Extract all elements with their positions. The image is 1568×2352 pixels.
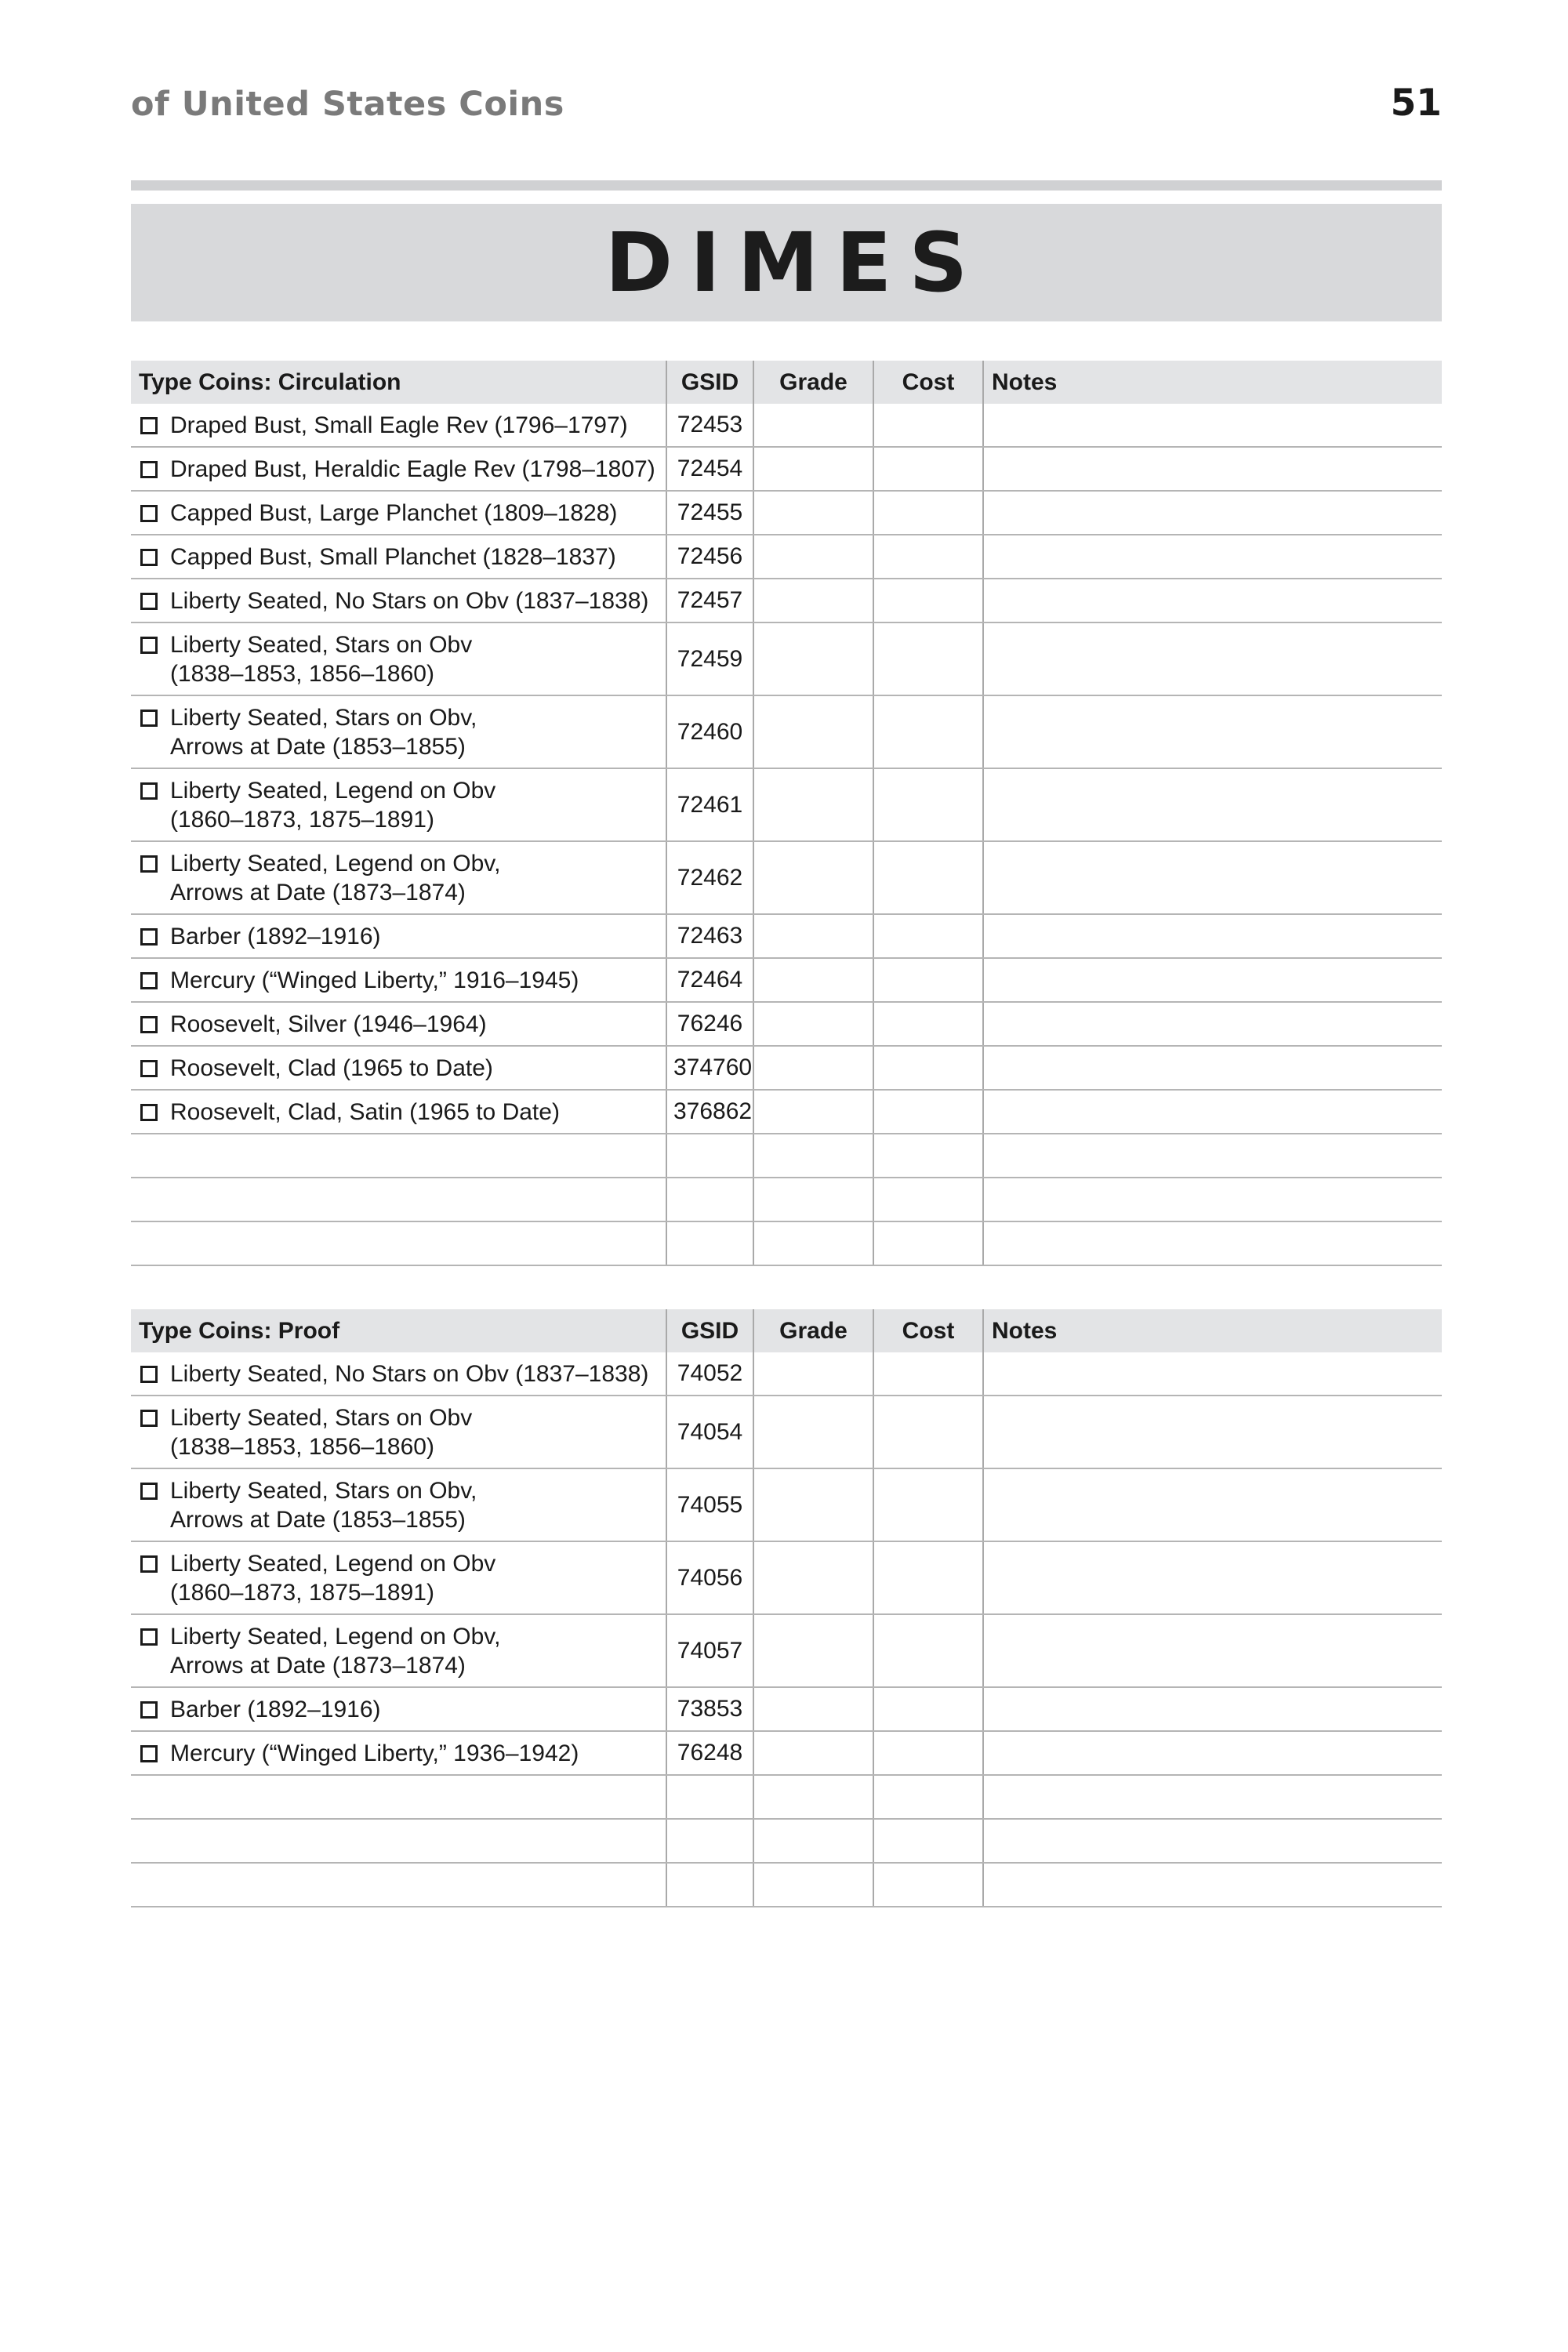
coin-item bbox=[137, 1549, 659, 1607]
grade-column-header: Grade bbox=[753, 1309, 873, 1352]
cost-cell[interactable] bbox=[873, 579, 983, 622]
grade-cell[interactable] bbox=[753, 1352, 873, 1396]
coin-type-line: Draped Bust, Small Eagle Rev (1796–1797) bbox=[170, 412, 628, 438]
gsid-cell[interactable] bbox=[666, 1819, 753, 1863]
checkbox[interactable] bbox=[140, 972, 158, 989]
coin-type-line: Mercury (“Winged Liberty,” 1936–1942) bbox=[170, 1740, 579, 1766]
coin-type-line: Liberty Seated, Stars on Obv, bbox=[170, 704, 477, 731]
coin-type-line: Arrows at Date (1853–1855) bbox=[170, 1506, 466, 1533]
running-head: of United States Coins bbox=[131, 85, 564, 124]
header-rule bbox=[131, 180, 1442, 191]
cost-cell[interactable] bbox=[873, 1731, 983, 1775]
coin-type-label bbox=[170, 1695, 381, 1724]
checkbox[interactable] bbox=[140, 710, 158, 727]
coin-item bbox=[137, 703, 659, 761]
section-title: DIMES bbox=[604, 215, 985, 310]
coin-item bbox=[137, 499, 659, 528]
grade-cell[interactable] bbox=[753, 404, 873, 447]
coin-item bbox=[137, 411, 659, 440]
coin-type-line: Liberty Seated, Stars on Obv bbox=[170, 1404, 473, 1431]
coin-type-line: Barber (1892–1916) bbox=[170, 923, 381, 949]
grade-cell[interactable] bbox=[753, 1541, 873, 1614]
gsid-cell: 376862 bbox=[666, 1090, 753, 1134]
checkbox[interactable] bbox=[140, 855, 158, 873]
notes-cell[interactable] bbox=[983, 404, 1442, 447]
coin-type-label bbox=[170, 1010, 487, 1039]
coin-type-line: Liberty Seated, Legend on Obv bbox=[170, 1550, 496, 1577]
grade-cell[interactable] bbox=[753, 1134, 873, 1178]
gsid-cell: 72463 bbox=[666, 914, 753, 958]
checkbox[interactable] bbox=[140, 549, 158, 566]
notes-cell[interactable] bbox=[983, 841, 1442, 914]
cost-cell[interactable] bbox=[873, 1134, 983, 1178]
notes-column-header: Notes bbox=[983, 1309, 1442, 1352]
gsid-cell: 74055 bbox=[666, 1468, 753, 1541]
checkbox[interactable] bbox=[140, 1555, 158, 1573]
grade-cell[interactable] bbox=[753, 1775, 873, 1819]
notes-cell[interactable] bbox=[983, 1134, 1442, 1178]
notes-cell[interactable] bbox=[983, 491, 1442, 535]
table-row bbox=[131, 1687, 1442, 1731]
gsid-cell: 74052 bbox=[666, 1352, 753, 1396]
coin-type-line: Roosevelt, Clad (1965 to Date) bbox=[170, 1054, 493, 1081]
coin-type-cell[interactable] bbox=[131, 1775, 666, 1819]
notes-cell[interactable] bbox=[983, 768, 1442, 841]
cost-cell[interactable] bbox=[873, 1468, 983, 1541]
coin-type-line: Arrows at Date (1873–1874) bbox=[170, 879, 466, 906]
notes-cell[interactable] bbox=[983, 914, 1442, 958]
coin-type-label bbox=[170, 966, 579, 995]
coin-type-line: Arrows at Date (1873–1874) bbox=[170, 1652, 466, 1679]
cost-cell[interactable] bbox=[873, 695, 983, 768]
cost-cell[interactable] bbox=[873, 622, 983, 695]
gsid-cell: 72462 bbox=[666, 841, 753, 914]
grade-cell[interactable] bbox=[753, 447, 873, 491]
grade-cell[interactable] bbox=[753, 1002, 873, 1046]
grade-cell[interactable] bbox=[753, 491, 873, 535]
grade-column-header: Grade bbox=[753, 361, 873, 404]
gsid-cell: 72461 bbox=[666, 768, 753, 841]
coin-type-label bbox=[170, 776, 495, 834]
checkbox[interactable] bbox=[140, 1410, 158, 1427]
checkbox[interactable] bbox=[140, 417, 158, 434]
coin-type-cell bbox=[131, 491, 666, 535]
checkbox[interactable] bbox=[140, 1060, 158, 1077]
coin-type-cell[interactable] bbox=[131, 1819, 666, 1863]
coin-type-cell bbox=[131, 535, 666, 579]
gsid-cell[interactable] bbox=[666, 1863, 753, 1907]
coin-type-cell[interactable] bbox=[131, 1134, 666, 1178]
notes-cell[interactable] bbox=[983, 1178, 1442, 1221]
coin-type-cell bbox=[131, 1352, 666, 1396]
table-row bbox=[131, 841, 1442, 914]
checkbox[interactable] bbox=[140, 1104, 158, 1121]
checkbox[interactable] bbox=[140, 461, 158, 478]
coin-item bbox=[137, 966, 659, 995]
coin-type-cell[interactable] bbox=[131, 1178, 666, 1221]
grade-cell[interactable] bbox=[753, 1468, 873, 1541]
checkbox[interactable] bbox=[140, 1701, 158, 1719]
coin-item bbox=[137, 630, 659, 688]
coin-type-line: Draped Bust, Heraldic Eagle Rev (1798–1807) bbox=[170, 456, 655, 482]
grade-cell[interactable] bbox=[753, 1221, 873, 1265]
coin-type-cell bbox=[131, 841, 666, 914]
notes-cell[interactable] bbox=[983, 1731, 1442, 1775]
table-header-row bbox=[131, 1309, 1442, 1352]
table-row bbox=[131, 1002, 1442, 1046]
cost-cell[interactable] bbox=[873, 1819, 983, 1863]
table-header-row bbox=[131, 361, 1442, 404]
grade-cell[interactable] bbox=[753, 1396, 873, 1468]
coin-item bbox=[137, 543, 659, 572]
coin-type-label bbox=[170, 1359, 648, 1388]
coin-item bbox=[137, 922, 659, 951]
cost-column-header: Cost bbox=[873, 1309, 983, 1352]
coin-type-line: Roosevelt, Silver (1946–1964) bbox=[170, 1011, 487, 1037]
table-row bbox=[131, 1541, 1442, 1614]
notes-cell[interactable] bbox=[983, 447, 1442, 491]
gsid-cell: 72457 bbox=[666, 579, 753, 622]
coin-type-label bbox=[170, 1098, 560, 1127]
grade-cell[interactable] bbox=[753, 1731, 873, 1775]
type-column-header: Type Coins: Circulation bbox=[131, 361, 666, 404]
coin-type-label bbox=[170, 1739, 579, 1768]
cost-cell[interactable] bbox=[873, 1863, 983, 1907]
coin-item bbox=[137, 1098, 659, 1127]
coin-type-line: Mercury (“Winged Liberty,” 1916–1945) bbox=[170, 967, 579, 993]
table-row bbox=[131, 1352, 1442, 1396]
coin-type-line: Liberty Seated, No Stars on Obv (1837–1838) bbox=[170, 1360, 649, 1387]
coin-type-cell bbox=[131, 1002, 666, 1046]
grade-cell[interactable] bbox=[753, 1614, 873, 1687]
coin-type-label bbox=[170, 1403, 472, 1461]
notes-cell[interactable] bbox=[983, 1221, 1442, 1265]
table-row bbox=[131, 695, 1442, 768]
coin-type-cell bbox=[131, 1396, 666, 1468]
notes-cell[interactable] bbox=[983, 1775, 1442, 1819]
coin-type-cell bbox=[131, 768, 666, 841]
gsid-cell: 72454 bbox=[666, 447, 753, 491]
notes-cell[interactable] bbox=[983, 1614, 1442, 1687]
coin-type-line: (1838–1853, 1856–1860) bbox=[170, 1433, 434, 1460]
cost-cell[interactable] bbox=[873, 1178, 983, 1221]
checkbox[interactable] bbox=[140, 1016, 158, 1033]
coin-type-line: Liberty Seated, Legend on Obv bbox=[170, 777, 496, 804]
table-row bbox=[131, 914, 1442, 958]
coin-item bbox=[137, 1054, 659, 1083]
gsid-cell: 72455 bbox=[666, 491, 753, 535]
coin-type-line: Liberty Seated, Stars on Obv, bbox=[170, 1477, 477, 1504]
grade-cell[interactable] bbox=[753, 535, 873, 579]
coin-type-cell bbox=[131, 958, 666, 1002]
table-row bbox=[131, 1468, 1442, 1541]
coin-item bbox=[137, 1739, 659, 1768]
coin-type-cell[interactable] bbox=[131, 1221, 666, 1265]
coin-type-label bbox=[170, 922, 381, 951]
checkbox[interactable] bbox=[140, 1483, 158, 1500]
coin-type-cell bbox=[131, 914, 666, 958]
coin-type-line: Arrows at Date (1853–1855) bbox=[170, 733, 466, 760]
coin-type-line: Liberty Seated, Legend on Obv, bbox=[170, 850, 501, 877]
notes-cell[interactable] bbox=[983, 1002, 1442, 1046]
cost-cell[interactable] bbox=[873, 768, 983, 841]
notes-column-header: Notes bbox=[983, 361, 1442, 404]
notes-cell[interactable] bbox=[983, 695, 1442, 768]
coin-item bbox=[137, 849, 659, 907]
coin-item bbox=[137, 455, 659, 484]
table-row bbox=[131, 1614, 1442, 1687]
coin-type-cell bbox=[131, 1090, 666, 1134]
coin-type-cell[interactable] bbox=[131, 1863, 666, 1907]
coin-item bbox=[137, 586, 659, 615]
coin-type-cell bbox=[131, 579, 666, 622]
table-row bbox=[131, 958, 1442, 1002]
coin-type-cell bbox=[131, 1687, 666, 1731]
table-row bbox=[131, 622, 1442, 695]
coin-type-label bbox=[170, 1549, 495, 1607]
grade-cell[interactable] bbox=[753, 1178, 873, 1221]
type-column-header: Type Coins: Proof bbox=[131, 1309, 666, 1352]
coin-type-line: Roosevelt, Clad, Satin (1965 to Date) bbox=[170, 1098, 560, 1125]
gsid-cell: 72460 bbox=[666, 695, 753, 768]
checkbox[interactable] bbox=[140, 637, 158, 654]
checkbox[interactable] bbox=[140, 593, 158, 610]
gsid-cell: 72456 bbox=[666, 535, 753, 579]
notes-cell[interactable] bbox=[983, 1090, 1442, 1134]
notes-cell[interactable] bbox=[983, 1352, 1442, 1396]
checkbox[interactable] bbox=[140, 1745, 158, 1762]
cost-cell[interactable] bbox=[873, 1396, 983, 1468]
grade-cell[interactable] bbox=[753, 1046, 873, 1090]
coin-type-cell bbox=[131, 447, 666, 491]
cost-cell[interactable] bbox=[873, 958, 983, 1002]
coin-item bbox=[137, 1010, 659, 1039]
coin-type-line: Liberty Seated, No Stars on Obv (1837–1838) bbox=[170, 587, 649, 614]
coin-type-line: (1838–1853, 1856–1860) bbox=[170, 660, 434, 687]
table-row bbox=[131, 404, 1442, 447]
gsid-cell: 76248 bbox=[666, 1731, 753, 1775]
grade-cell[interactable] bbox=[753, 622, 873, 695]
coin-type-line: (1860–1873, 1875–1891) bbox=[170, 806, 434, 833]
gsid-cell: 72453 bbox=[666, 404, 753, 447]
coin-type-cell bbox=[131, 1468, 666, 1541]
gsid-cell: 73853 bbox=[666, 1687, 753, 1731]
cost-cell[interactable] bbox=[873, 1687, 983, 1731]
cost-cell[interactable] bbox=[873, 1221, 983, 1265]
gsid-cell: 76246 bbox=[666, 1002, 753, 1046]
notes-cell[interactable] bbox=[983, 1046, 1442, 1090]
blank-row bbox=[131, 1134, 1442, 1178]
coin-type-line: Barber (1892–1916) bbox=[170, 1696, 381, 1722]
coin-type-line: (1860–1873, 1875–1891) bbox=[170, 1579, 434, 1606]
coin-type-cell bbox=[131, 1614, 666, 1687]
cost-cell[interactable] bbox=[873, 1352, 983, 1396]
coin-type-label bbox=[170, 586, 648, 615]
gsid-cell[interactable] bbox=[666, 1134, 753, 1178]
checkbox[interactable] bbox=[140, 1628, 158, 1646]
checkbox[interactable] bbox=[140, 505, 158, 522]
gsid-cell: 72464 bbox=[666, 958, 753, 1002]
coin-type-cell bbox=[131, 1046, 666, 1090]
cost-column-header: Cost bbox=[873, 361, 983, 404]
cost-cell[interactable] bbox=[873, 1002, 983, 1046]
grade-cell[interactable] bbox=[753, 768, 873, 841]
cost-cell[interactable] bbox=[873, 447, 983, 491]
coin-type-label bbox=[170, 630, 472, 688]
coin-type-cell bbox=[131, 404, 666, 447]
checkbox[interactable] bbox=[140, 782, 158, 800]
gsid-cell[interactable] bbox=[666, 1775, 753, 1819]
coin-item bbox=[137, 1359, 659, 1388]
notes-cell[interactable] bbox=[983, 1541, 1442, 1614]
notes-cell[interactable] bbox=[983, 1863, 1442, 1907]
proof-table bbox=[131, 1309, 1442, 1907]
cost-cell[interactable] bbox=[873, 491, 983, 535]
cost-cell[interactable] bbox=[873, 841, 983, 914]
coin-type-cell bbox=[131, 695, 666, 768]
gsid-cell: 74054 bbox=[666, 1396, 753, 1468]
notes-cell[interactable] bbox=[983, 579, 1442, 622]
circulation-table bbox=[131, 361, 1442, 1266]
page-number: 51 bbox=[1390, 82, 1442, 125]
table-row bbox=[131, 535, 1442, 579]
grade-cell[interactable] bbox=[753, 958, 873, 1002]
grade-cell[interactable] bbox=[753, 914, 873, 958]
notes-cell[interactable] bbox=[983, 622, 1442, 695]
coin-type-line: Liberty Seated, Stars on Obv bbox=[170, 631, 473, 658]
coin-type-label bbox=[170, 1476, 477, 1534]
gsid-cell: 374760 bbox=[666, 1046, 753, 1090]
grade-cell[interactable] bbox=[753, 1687, 873, 1731]
section-banner bbox=[131, 204, 1442, 321]
table-row bbox=[131, 1046, 1442, 1090]
coin-type-line: Capped Bust, Large Planchet (1809–1828) bbox=[170, 499, 618, 526]
table-row bbox=[131, 447, 1442, 491]
gsid-cell: 74057 bbox=[666, 1614, 753, 1687]
gsid-cell: 72459 bbox=[666, 622, 753, 695]
coin-item bbox=[137, 1476, 659, 1534]
notes-cell[interactable] bbox=[983, 1819, 1442, 1863]
grade-cell[interactable] bbox=[753, 579, 873, 622]
notes-cell[interactable] bbox=[983, 958, 1442, 1002]
coin-item bbox=[137, 1695, 659, 1724]
cost-cell[interactable] bbox=[873, 1541, 983, 1614]
cost-cell[interactable] bbox=[873, 535, 983, 579]
table-row bbox=[131, 1396, 1442, 1468]
checkbox[interactable] bbox=[140, 1366, 158, 1383]
coin-item bbox=[137, 1403, 659, 1461]
table-row bbox=[131, 491, 1442, 535]
notes-cell[interactable] bbox=[983, 535, 1442, 579]
cost-cell[interactable] bbox=[873, 1614, 983, 1687]
gsid-cell: 74056 bbox=[666, 1541, 753, 1614]
coin-item bbox=[137, 1622, 659, 1680]
blank-row bbox=[131, 1221, 1442, 1265]
blank-row bbox=[131, 1775, 1442, 1819]
coin-type-cell bbox=[131, 1731, 666, 1775]
coin-type-line: Liberty Seated, Legend on Obv, bbox=[170, 1623, 501, 1650]
notes-cell[interactable] bbox=[983, 1468, 1442, 1541]
grade-cell[interactable] bbox=[753, 695, 873, 768]
blank-row bbox=[131, 1863, 1442, 1907]
gsid-cell[interactable] bbox=[666, 1178, 753, 1221]
checkbox[interactable] bbox=[140, 928, 158, 946]
grade-cell[interactable] bbox=[753, 1819, 873, 1863]
coin-type-label bbox=[170, 411, 628, 440]
gsid-column-header: GSID bbox=[666, 361, 753, 404]
coin-type-label bbox=[170, 499, 617, 528]
cost-cell[interactable] bbox=[873, 1046, 983, 1090]
table-row bbox=[131, 768, 1442, 841]
grade-cell[interactable] bbox=[753, 1863, 873, 1907]
cost-cell[interactable] bbox=[873, 914, 983, 958]
coin-type-label bbox=[170, 849, 500, 907]
cost-cell[interactable] bbox=[873, 1090, 983, 1134]
blank-row bbox=[131, 1819, 1442, 1863]
cost-cell[interactable] bbox=[873, 404, 983, 447]
coin-type-label bbox=[170, 703, 477, 761]
coin-type-cell bbox=[131, 622, 666, 695]
coin-type-label bbox=[170, 1622, 500, 1680]
table-row bbox=[131, 1090, 1442, 1134]
grade-cell[interactable] bbox=[753, 1090, 873, 1134]
notes-cell[interactable] bbox=[983, 1396, 1442, 1468]
cost-cell[interactable] bbox=[873, 1775, 983, 1819]
gsid-column-header: GSID bbox=[666, 1309, 753, 1352]
coin-type-cell bbox=[131, 1541, 666, 1614]
blank-row bbox=[131, 1178, 1442, 1221]
notes-cell[interactable] bbox=[983, 1687, 1442, 1731]
coin-type-label bbox=[170, 455, 655, 484]
table-row bbox=[131, 1731, 1442, 1775]
gsid-cell[interactable] bbox=[666, 1221, 753, 1265]
coin-type-label bbox=[170, 543, 616, 572]
coin-item bbox=[137, 776, 659, 834]
grade-cell[interactable] bbox=[753, 841, 873, 914]
coin-type-label bbox=[170, 1054, 493, 1083]
table-row bbox=[131, 579, 1442, 622]
coin-type-line: Capped Bust, Small Planchet (1828–1837) bbox=[170, 543, 616, 570]
